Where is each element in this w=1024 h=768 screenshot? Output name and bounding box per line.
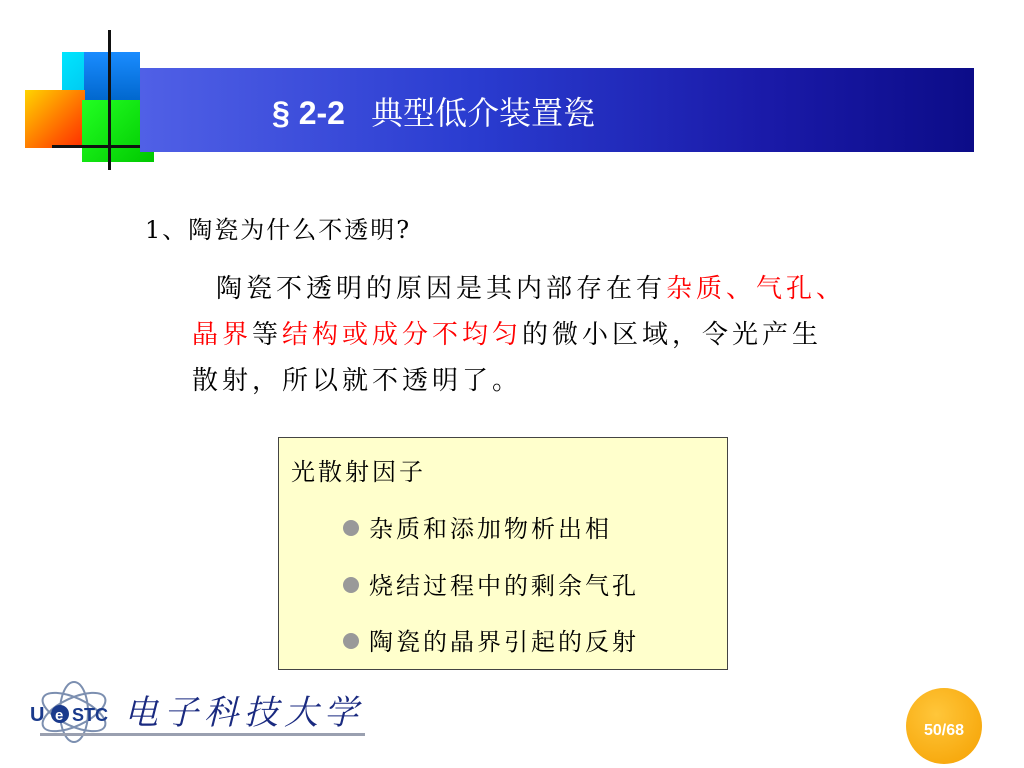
- svg-text:STC: STC: [72, 705, 108, 725]
- svg-text:e: e: [55, 707, 64, 724]
- factor-item: [343, 622, 639, 662]
- title-text: 典型低介装置瓷: [370, 95, 595, 131]
- bullet-icon: [343, 577, 359, 593]
- factor-item-text: 烧结过程中的剩余气孔: [369, 572, 639, 600]
- section-number: § 2-2: [272, 95, 345, 131]
- factors-box-title: 光散射因子: [291, 458, 426, 486]
- slide-title: [272, 88, 595, 138]
- decor-square-blue: [84, 52, 140, 102]
- paragraph-line-1: [192, 266, 952, 312]
- highlight-text: 晶界: [192, 320, 253, 350]
- highlight-text: 结构或成分不均匀: [282, 320, 523, 350]
- svg-text:U: U: [30, 704, 45, 726]
- page-number: 50/68: [923, 722, 965, 739]
- factor-item: [343, 566, 639, 606]
- decor-square-orange: [25, 90, 85, 148]
- paragraph-text: 陶瓷不透明的原因是其内部存在有: [216, 274, 667, 304]
- bullet-icon: [343, 520, 359, 536]
- factor-item: [343, 509, 612, 549]
- question-heading: 1、陶瓷为什么不透明?: [145, 216, 412, 244]
- scattering-factors-box: [278, 437, 728, 670]
- factor-item-text: 杂质和添加物析出相: [369, 515, 612, 543]
- svg-text:电子科技大学: 电子科技大学: [124, 693, 364, 733]
- page-number-badge: [906, 688, 982, 764]
- logo-underline: [40, 733, 365, 736]
- bullet-icon: [343, 633, 359, 649]
- paragraph-text: 等: [252, 320, 283, 350]
- factor-item-text: 陶瓷的晶界引起的反射: [369, 628, 639, 656]
- decor-line-vertical: [108, 30, 111, 170]
- highlight-text: 杂质、气孔、: [666, 274, 847, 304]
- paragraph-line-3: 散射，所以就不透明了。: [192, 366, 523, 396]
- paragraph-line-2: [192, 312, 952, 358]
- paragraph-text: 的微小区域，令光产生: [522, 320, 823, 350]
- explanation-paragraph: [192, 266, 952, 404]
